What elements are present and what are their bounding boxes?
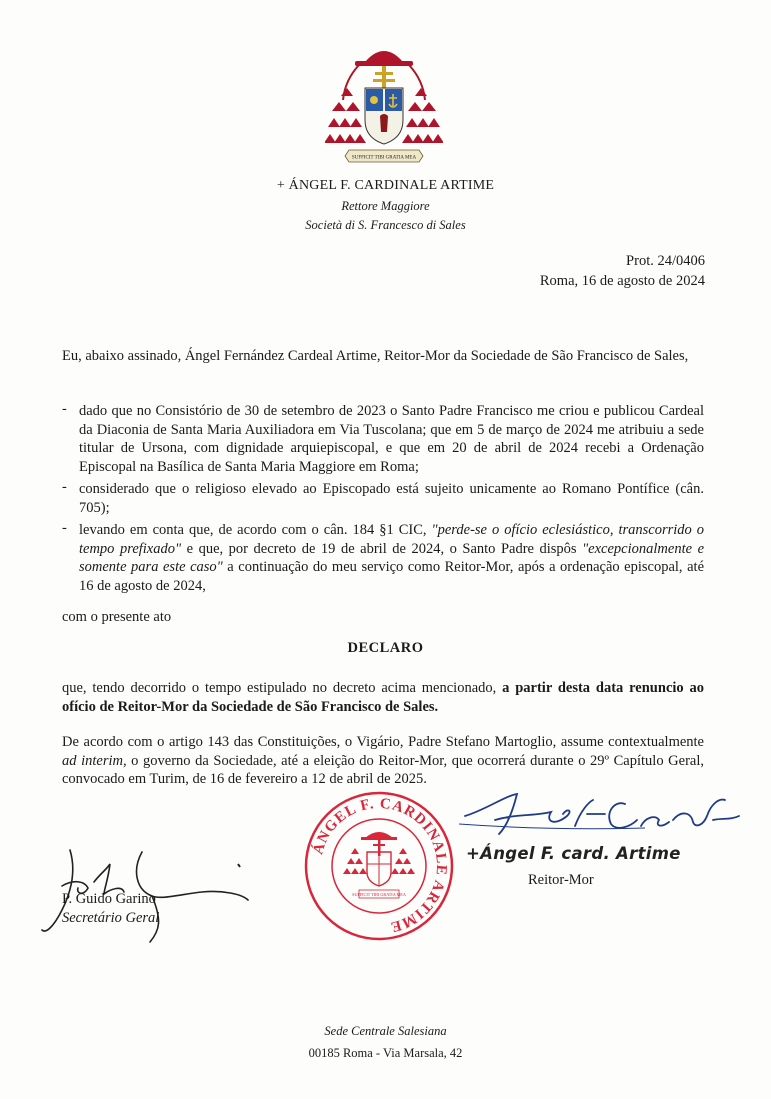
cardinal-role: Reitor-Mor bbox=[528, 872, 594, 888]
place-date: Roma, 16 de agosto de 2024 bbox=[539, 273, 705, 289]
list-item bbox=[62, 402, 704, 476]
footer-institution: Sede Centrale Salesiana bbox=[324, 1024, 447, 1038]
official-seal-stamp bbox=[303, 790, 455, 942]
sender-organization: Società di S. Francesco di Sales bbox=[305, 218, 466, 232]
intro-paragraph: Eu, abaixo assinado, Ángel Fernández Cardeal Artime, Reitor-Mor da Sociedade de São Francisco de Sales, bbox=[62, 348, 689, 364]
list-item-text: dado que no Consistório de 30 de setembro de 2023 o Santo Padre Francisco me criou e publicou Cardeal da Diaconia de Santa Maria Auxiliadora em Via Tuscolana; que em 5 de março de 2024 me atribuiu a sede titular de Ursona, com dignidade arquiepiscopal, e que em 20 de abril de 2024 recebi a Ordenação Episcopal na Basílica de Santa Maria Maggiore em Roma; bbox=[79, 403, 704, 475]
list-item-text: levando em conta que, de acordo com o cân. 184 §1 CIC, bbox=[79, 522, 432, 538]
declaration-emphasis: a partir desta data renuncio ao ofício de Reitor-Mor da Sociedade de São Francisco de Sales. bbox=[62, 680, 704, 715]
bullet-dash: - bbox=[62, 520, 67, 536]
declaration-text: que, tendo decorrido o tempo estipulado no decreto acima mencionado, bbox=[62, 680, 503, 696]
secretary-name: P. Guido Garino bbox=[62, 891, 156, 907]
list-item-text: considerado que o religioso elevado ao Episcopado está sujeito unicamente ao Romano Pontífice (cân. 705); bbox=[79, 481, 704, 516]
declaro-heading: DECLARO bbox=[347, 640, 424, 656]
closing-line: com o presente ato bbox=[62, 609, 172, 625]
list-item-text: a continuação do meu serviço como Reitor-Mor, após a ordenação episcopal, até 16 de agosto de 2024, bbox=[79, 559, 705, 594]
sender-title: Rettore Maggiore bbox=[341, 199, 430, 213]
reference-block bbox=[540, 251, 705, 291]
protocol-number: Prot. 24/0406 bbox=[626, 253, 705, 269]
article-latin-term: ad interim, bbox=[62, 752, 127, 769]
seal-ring-text: ÁNGEL F. CARDINALE ARTIME bbox=[310, 795, 450, 935]
secretary-signature-scribble bbox=[32, 830, 262, 950]
article-paragraph bbox=[62, 733, 704, 789]
sender-name: + ÁNGEL F. CARDINALE ARTIME bbox=[276, 178, 495, 193]
considerations-list bbox=[62, 402, 704, 599]
declaration-paragraph bbox=[62, 679, 704, 716]
seal-motto-text: SUFFICIT TIBI GRATIA MEA bbox=[352, 892, 406, 897]
list-item-text: e que, por decreto de 19 de abril de 2024, o Santo Padre dispôs bbox=[181, 540, 583, 557]
bullet-dash: - bbox=[62, 401, 67, 417]
canon-quote: "perde-se o ofício eclesiástico, transcorrido o tempo prefixado" bbox=[79, 522, 705, 557]
bullet-dash: - bbox=[62, 479, 67, 495]
cardinal-signature-scribble bbox=[455, 790, 745, 840]
secretary-title: Secretário Geral bbox=[62, 910, 160, 926]
list-item bbox=[62, 521, 704, 595]
article-text: De acordo com o artigo 143 das Constituições, o Vigário, Padre Stefano Martoglio, assume contextualmente bbox=[62, 734, 704, 750]
decree-quote: "excepcionalmente e somente para este caso" bbox=[79, 540, 705, 575]
cardinal-signature-name: +Ángel F. card. Artime bbox=[466, 844, 681, 863]
article-text: o governo da Sociedade, até a eleição do Reitor-Mor, que ocorrerá durante o 29º Capítulo Geral, convocado em Turim, de 16 de fevereiro a 12 de abril de 2025. bbox=[62, 752, 704, 787]
cardinal-coat-of-arms bbox=[325, 40, 443, 168]
footer-address: 00185 Roma - Via Marsala, 42 bbox=[308, 1046, 463, 1060]
coat-motto-text: SUFFICIT TIBI GRATIA MEA bbox=[351, 155, 417, 161]
list-item bbox=[62, 480, 704, 517]
